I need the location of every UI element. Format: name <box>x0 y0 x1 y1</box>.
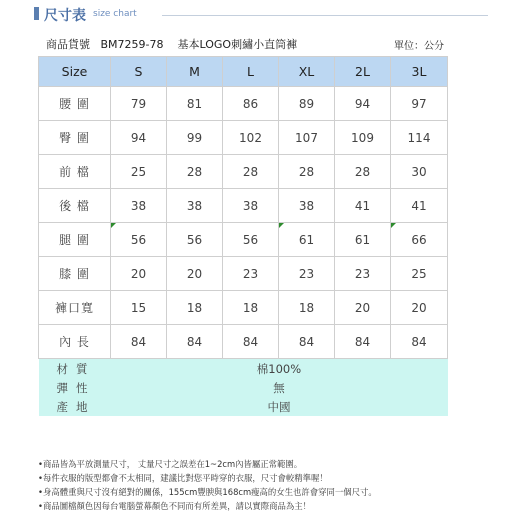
size-header-cell: S <box>111 57 167 87</box>
section-title: 尺寸表 <box>44 8 86 24</box>
measurement-value: 28 <box>335 155 391 189</box>
size-header-row <box>39 57 448 87</box>
note-item: •商品圖檔顏色因每台電腦螢幕顏色不同而有所差異，請以實際商品為主！ <box>38 501 311 511</box>
measurement-row <box>39 257 448 291</box>
material-label: 彈性 <box>39 378 111 397</box>
material-row <box>39 378 448 397</box>
measurement-value: 99 <box>167 121 223 155</box>
measurement-value: 81 <box>167 87 223 121</box>
measurement-value: 23 <box>335 257 391 291</box>
material-section <box>39 359 448 417</box>
measurement-value: 25 <box>391 257 448 291</box>
measurement-value: 41 <box>335 189 391 223</box>
notes-list <box>38 457 468 513</box>
material-value: 中國 <box>111 397 448 416</box>
measurement-row <box>39 121 448 155</box>
size-header-cell: XL <box>279 57 335 87</box>
measurement-label: 腰 圍 <box>39 87 111 121</box>
cell-comment-marker <box>391 223 396 228</box>
size-header-cell: M <box>167 57 223 87</box>
size-header-cell: 2L <box>335 57 391 87</box>
section-subtitle: size chart <box>93 9 137 19</box>
product-label: 商品貨號 <box>46 38 90 51</box>
measurement-row <box>39 155 448 189</box>
measurement-label: 臀 圍 <box>39 121 111 155</box>
measurement-value: 56 <box>167 223 223 257</box>
section-header <box>34 4 454 24</box>
product-name: 基本LOGO刺繡小直筒褲 <box>177 38 298 51</box>
measurement-value: 25 <box>111 155 167 189</box>
measurement-row <box>39 87 448 121</box>
note-item: •身高體重與尺寸沒有絕對的關係，155cm豐腴與168cm瘦高的女生也許會穿同一個尺寸。 <box>38 487 377 497</box>
product-model: BM7259-78 <box>100 38 164 51</box>
measurement-label: 褲口寬 <box>39 291 111 325</box>
measurement-row <box>39 189 448 223</box>
measurement-value: 79 <box>111 87 167 121</box>
measurement-value: 102 <box>223 121 279 155</box>
measurement-value: 94 <box>111 121 167 155</box>
size-corner-label: Size <box>39 57 111 87</box>
measurement-value: 56 <box>223 223 279 257</box>
measurement-value: 20 <box>111 257 167 291</box>
measurement-value: 28 <box>167 155 223 189</box>
measurement-value: 30 <box>391 155 448 189</box>
material-label: 產地 <box>39 397 111 416</box>
header-divider <box>162 15 488 16</box>
measurement-label: 後 檔 <box>39 189 111 223</box>
measurement-value: 84 <box>391 325 448 359</box>
measurement-value: 38 <box>111 189 167 223</box>
measurement-value: 20 <box>167 257 223 291</box>
measurement-label: 內 長 <box>39 325 111 359</box>
measurement-value: 84 <box>279 325 335 359</box>
measurement-value: 18 <box>167 291 223 325</box>
measurement-value: 38 <box>279 189 335 223</box>
note-item: •每件衣服的版型都會不太相同，建議比對您平時穿的衣服，尺寸會較精準喔！ <box>38 473 328 483</box>
measurement-value: 84 <box>111 325 167 359</box>
measurement-value: 107 <box>279 121 335 155</box>
measurement-value: 56 <box>111 223 167 257</box>
measurement-value: 41 <box>391 189 448 223</box>
measurement-value: 18 <box>223 291 279 325</box>
product-info-bar <box>38 33 448 55</box>
size-header-cell: L <box>223 57 279 87</box>
size-header-cell: 3L <box>391 57 448 87</box>
measurement-value: 86 <box>223 87 279 121</box>
measurement-row <box>39 223 448 257</box>
cell-comment-marker <box>279 223 284 228</box>
measurement-value: 61 <box>279 223 335 257</box>
measurement-value: 109 <box>335 121 391 155</box>
material-row <box>39 397 448 416</box>
material-row <box>39 359 448 379</box>
measurement-value: 28 <box>279 155 335 189</box>
measurement-value: 28 <box>223 155 279 189</box>
note-item: •商品皆為平放測量尺寸， 丈量尺寸之誤差在1~2cm內皆屬正常範圍。 <box>38 459 303 469</box>
measurement-value: 97 <box>391 87 448 121</box>
measurement-value: 114 <box>391 121 448 155</box>
cell-comment-marker <box>111 223 116 228</box>
measurement-value: 18 <box>279 291 335 325</box>
measurement-label: 膝 圍 <box>39 257 111 291</box>
measurement-value: 23 <box>279 257 335 291</box>
measurement-label: 腿 圍 <box>39 223 111 257</box>
size-chart-table <box>38 56 448 416</box>
measurement-value: 84 <box>335 325 391 359</box>
measurement-label: 前 檔 <box>39 155 111 189</box>
measurement-value: 15 <box>111 291 167 325</box>
measurement-row <box>39 291 448 325</box>
measurement-value: 38 <box>223 189 279 223</box>
measurement-value: 23 <box>223 257 279 291</box>
material-value: 棉100% <box>111 359 448 379</box>
measurement-value: 38 <box>167 189 223 223</box>
material-label: 材質 <box>39 359 111 379</box>
measurement-value: 89 <box>279 87 335 121</box>
measurement-row <box>39 325 448 359</box>
product-info <box>46 36 297 52</box>
measurement-value: 66 <box>391 223 448 257</box>
measurement-value: 94 <box>335 87 391 121</box>
measurement-value: 84 <box>223 325 279 359</box>
measurement-value: 20 <box>335 291 391 325</box>
material-value: 無 <box>111 378 448 397</box>
measurement-value: 84 <box>167 325 223 359</box>
header-accent-bar <box>34 7 39 20</box>
measurement-value: 20 <box>391 291 448 325</box>
measurement-value: 61 <box>335 223 391 257</box>
size-chart-body <box>39 57 448 359</box>
unit-label: 單位：公分 <box>394 41 444 52</box>
